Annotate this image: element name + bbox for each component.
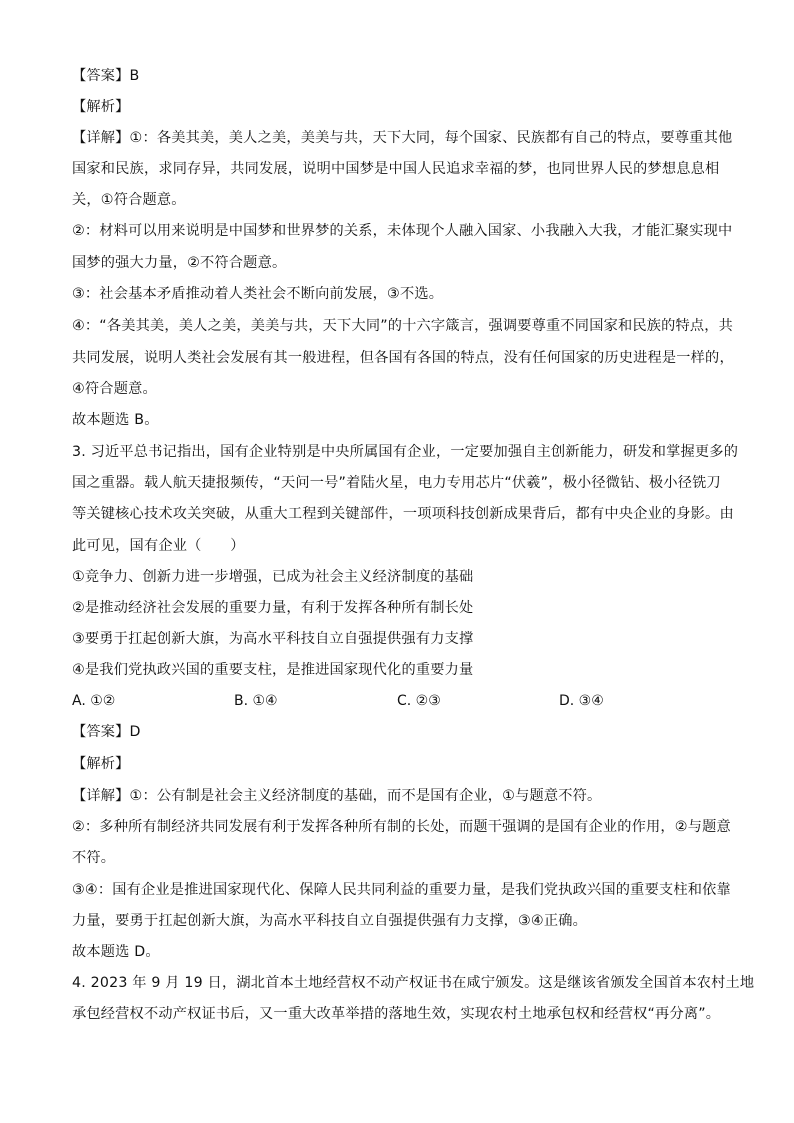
statement-4: ④是我们党执政兴国的重要支柱，是推进国家现代化的重要力量	[72, 662, 474, 678]
statement-3: ③要勇于扛起创新大旗，为高水平科技自立自强提供强有力支撑	[72, 631, 474, 647]
detail-line: 力量，要勇于扛起创新大旗，为高水平科技自立自强提供强有力支撑，③④正确。	[72, 913, 588, 929]
option-d: D. ③④	[559, 693, 604, 709]
statement-1: ①竞争力、创新力进一步增强，已成为社会主义经济制度的基础	[72, 569, 474, 585]
option-c: C. ②③	[397, 693, 441, 709]
detail-line: ③：社会基本矛盾推动着人类社会不断向前发展，③不选。	[72, 286, 444, 302]
analysis-label: 【解析】	[72, 756, 130, 772]
detail-line: 共同发展，说明人类社会发展有其一般进程，但各国有各国的特点，没有任何国家的历史进程是一样的，	[72, 350, 734, 366]
question-stem-line: 国之重器。载人航天捷报频传，“天问一号”着陆火星，电力专用芯片“伏羲”，极小径微钻、极小径铣刀	[72, 475, 721, 491]
question-stem-line: 此可见，国有企业（ ）	[72, 538, 245, 554]
question-stem-line: 等关键核心技术攻关突破，从重大工程到关键部件，一项项科技创新成果背后，都有中央企业的身影。由	[72, 506, 734, 522]
detail-line: 国家和民族，求同存异，共同发展，说明中国梦是中国人民追求幸福的梦，也同世界人民的梦想息息相	[72, 161, 720, 177]
detail-line: ②：多种所有制经济共同发展有利于发挥各种所有制的长处，而题干强调的是国有企业的作用，②与题意	[72, 819, 731, 835]
option-b: B. ①④	[234, 693, 278, 709]
detail-line: ②：材料可以用来说明是中国梦和世界梦的关系，未体现个人融入国家、小我融入大我，才能汇聚实现中	[72, 223, 733, 239]
detail-line: 【详解】①：公有制是社会主义经济制度的基础，而不是国有企业，①与题意不符。	[72, 788, 602, 804]
answer-label: 【答案】D	[72, 724, 141, 740]
analysis-label: 【解析】	[72, 99, 130, 115]
detail-line: 不符。	[72, 850, 116, 866]
detail-line: 国梦的强大力量，②不符合题意。	[72, 255, 287, 271]
conclusion-line: 故本题选 D。	[72, 944, 160, 960]
detail-line: 关，①符合题意。	[72, 192, 186, 208]
answer-label: 【答案】B	[72, 68, 140, 84]
detail-line: ④符合题意。	[72, 381, 157, 397]
conclusion-line: 故本题选 B。	[72, 412, 159, 428]
option-a: A. ①②	[72, 693, 116, 709]
statement-2: ②是推动经济社会发展的重要力量，有利于发挥各种所有制长处	[72, 600, 474, 616]
detail-line: 【详解】①：各美其美，美人之美，美美与共，天下大同，每个国家、民族都有自己的特点，要尊重其他	[72, 130, 733, 146]
question-stem-line: 3. 习近平总书记指出，国有企业特别是中央所属国有企业，一定要加强自主创新能力，研发和掌握更多的	[72, 444, 739, 460]
detail-line: ④：“各美其美，美人之美，美美与共，天下大同”的十六字箴言，强调要尊重不同国家和民族的特点，共	[72, 318, 734, 334]
detail-line: ③④：国有企业是推进国家现代化、保障人民共同利益的重要力量，是我们党执政兴国的重要支柱和依靠	[72, 882, 731, 898]
question-stem-line: 4. 2023 年 9 月 19 日，湖北首本土地经营权不动产权证书在咸宁颁发。这是继该省颁发全国首本农村土地	[72, 975, 755, 991]
question-stem-line: 承包经营权不动产权证书后，又一重大改革举措的落地生效，实现农村土地承包权和经营权“再分离”。	[72, 1006, 721, 1022]
